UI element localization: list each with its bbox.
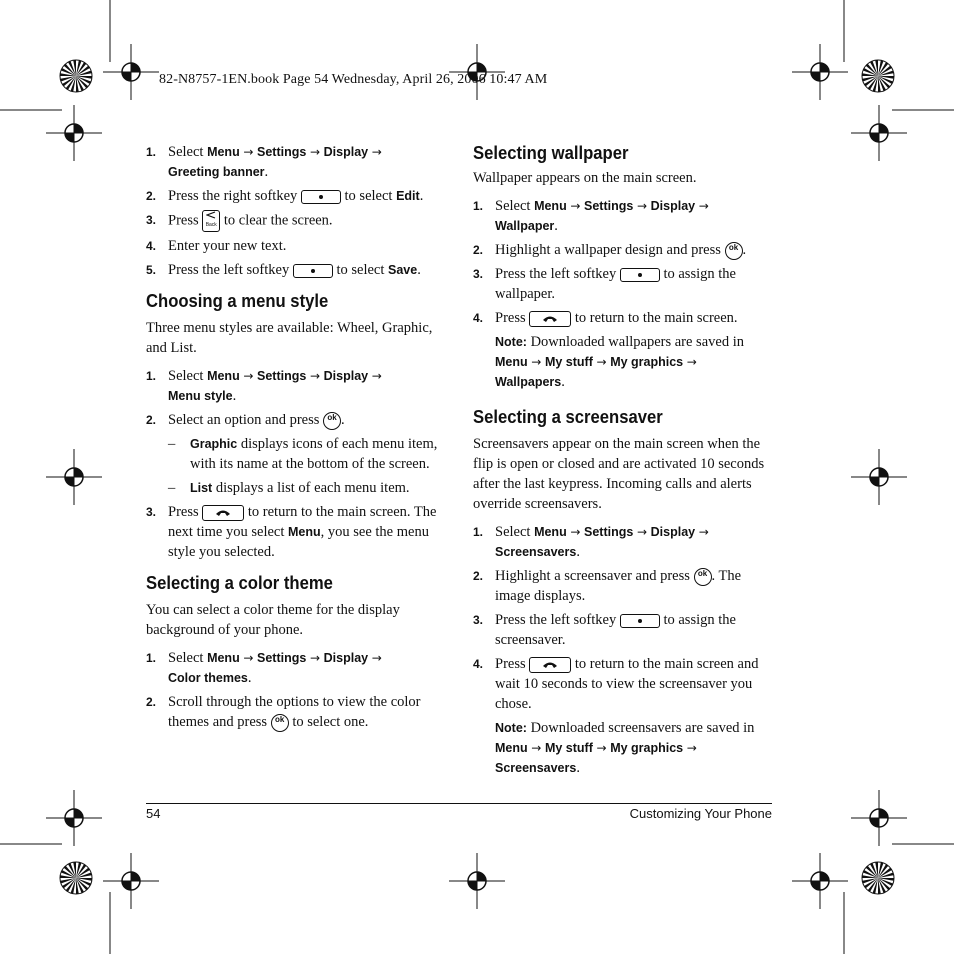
ok-key-icon: ok bbox=[725, 242, 743, 260]
color-theme-intro: You can select a color theme for the display background of your phone. bbox=[146, 602, 400, 638]
menu-style-intro: Three menu styles are available: Wheel, Graphic, and List. bbox=[146, 320, 433, 356]
ok-key-icon: ok bbox=[694, 568, 712, 586]
step-color-theme-2: 2. Scroll through the options to view the color themes and press ok to select one. bbox=[146, 694, 421, 730]
print-header: 82-N8757-1EN.book Page 54 Wednesday, April 26, 2006 10:47 AM bbox=[159, 72, 548, 87]
step-menu-style-2: 2. Select an option and press ok . bbox=[146, 412, 345, 428]
right-softkey-icon bbox=[301, 190, 341, 204]
step-wallpaper-4: 4. Press to return to the main screen. bbox=[473, 310, 738, 326]
step-menu-style-3: 3. Press to return to the main screen. The next time you select Menu, you see the menu style you selected. bbox=[146, 504, 437, 560]
heading-screensaver: Selecting a screensaver bbox=[473, 406, 663, 427]
note-screensaver: Note: Downloaded screensavers are saved in Menu → My stuff → My graphics → Screensavers. bbox=[495, 720, 755, 776]
step-wallpaper-2: 2. Highlight a wallpaper design and press ok . bbox=[473, 242, 747, 258]
heading-wallpaper: Selecting wallpaper bbox=[473, 142, 629, 163]
heading-menu-style: Choosing a menu style bbox=[146, 290, 329, 311]
back-key-icon: Back bbox=[202, 210, 220, 232]
step-greeting-2: 2. Press the right softkey to select Edit. bbox=[146, 188, 424, 204]
option-list: – List displays a list of each menu item. bbox=[168, 480, 410, 496]
step-wallpaper-3: 3. Press the left softkey to assign the wallpaper. bbox=[473, 266, 736, 302]
step-menu-style-1: 1. Select Menu → Settings → Display → Menu style. bbox=[146, 368, 382, 404]
step-screensaver-2: 2. Highlight a screensaver and press ok . The image displays. bbox=[473, 568, 742, 604]
section-title: Customizing Your Phone bbox=[629, 806, 772, 821]
step-screensaver-4: 4. Press to return to the main screen and wait 10 seconds to view the screensaver you chose. bbox=[473, 656, 759, 712]
left-softkey-icon bbox=[620, 268, 660, 282]
ok-key-icon: ok bbox=[271, 714, 289, 732]
ok-key-icon: ok bbox=[323, 412, 341, 430]
note-wallpaper: Note: Downloaded wallpapers are saved in Menu → My stuff → My graphics → Wallpapers. bbox=[495, 334, 744, 390]
left-column bbox=[146, 142, 446, 736]
step-greeting-1: 1. Select Menu → Settings → Display → Greeting banner. bbox=[146, 144, 382, 180]
left-softkey-icon bbox=[620, 614, 660, 628]
step-greeting-4: 4. Enter your new text. bbox=[146, 238, 287, 254]
step-greeting-3: 3. Press Back to clear the screen. bbox=[146, 210, 446, 232]
step-wallpaper-1: 1. Select Menu → Settings → Display → Wallpaper. bbox=[473, 198, 709, 234]
page-number: 54 bbox=[146, 806, 161, 821]
step-color-theme-1: 1. Select Menu → Settings → Display → Color themes. bbox=[146, 650, 382, 686]
end-key-icon bbox=[529, 657, 571, 673]
footer-rule bbox=[146, 803, 772, 804]
step-greeting-5: 5. Press the left softkey to select Save. bbox=[146, 262, 421, 278]
heading-color-theme: Selecting a color theme bbox=[146, 572, 333, 593]
left-softkey-icon bbox=[293, 264, 333, 278]
wallpaper-intro: Wallpaper appears on the main screen. bbox=[473, 170, 697, 186]
screensaver-intro: Screensavers appear on the main screen when the flip is open or closed and are activated 10 seconds after the last keypress. Incoming calls and alerts override screensavers. bbox=[473, 436, 765, 512]
end-key-icon bbox=[529, 311, 571, 327]
option-graphic: – Graphic displays icons of each menu item, with its name at the bottom of the screen. bbox=[168, 436, 438, 472]
right-column bbox=[473, 142, 773, 782]
step-screensaver-3: 3. Press the left softkey to assign the screensaver. bbox=[473, 612, 736, 648]
step-screensaver-1: 1. Select Menu → Settings → Display → Screensavers. bbox=[473, 524, 709, 560]
end-key-icon bbox=[202, 505, 244, 521]
